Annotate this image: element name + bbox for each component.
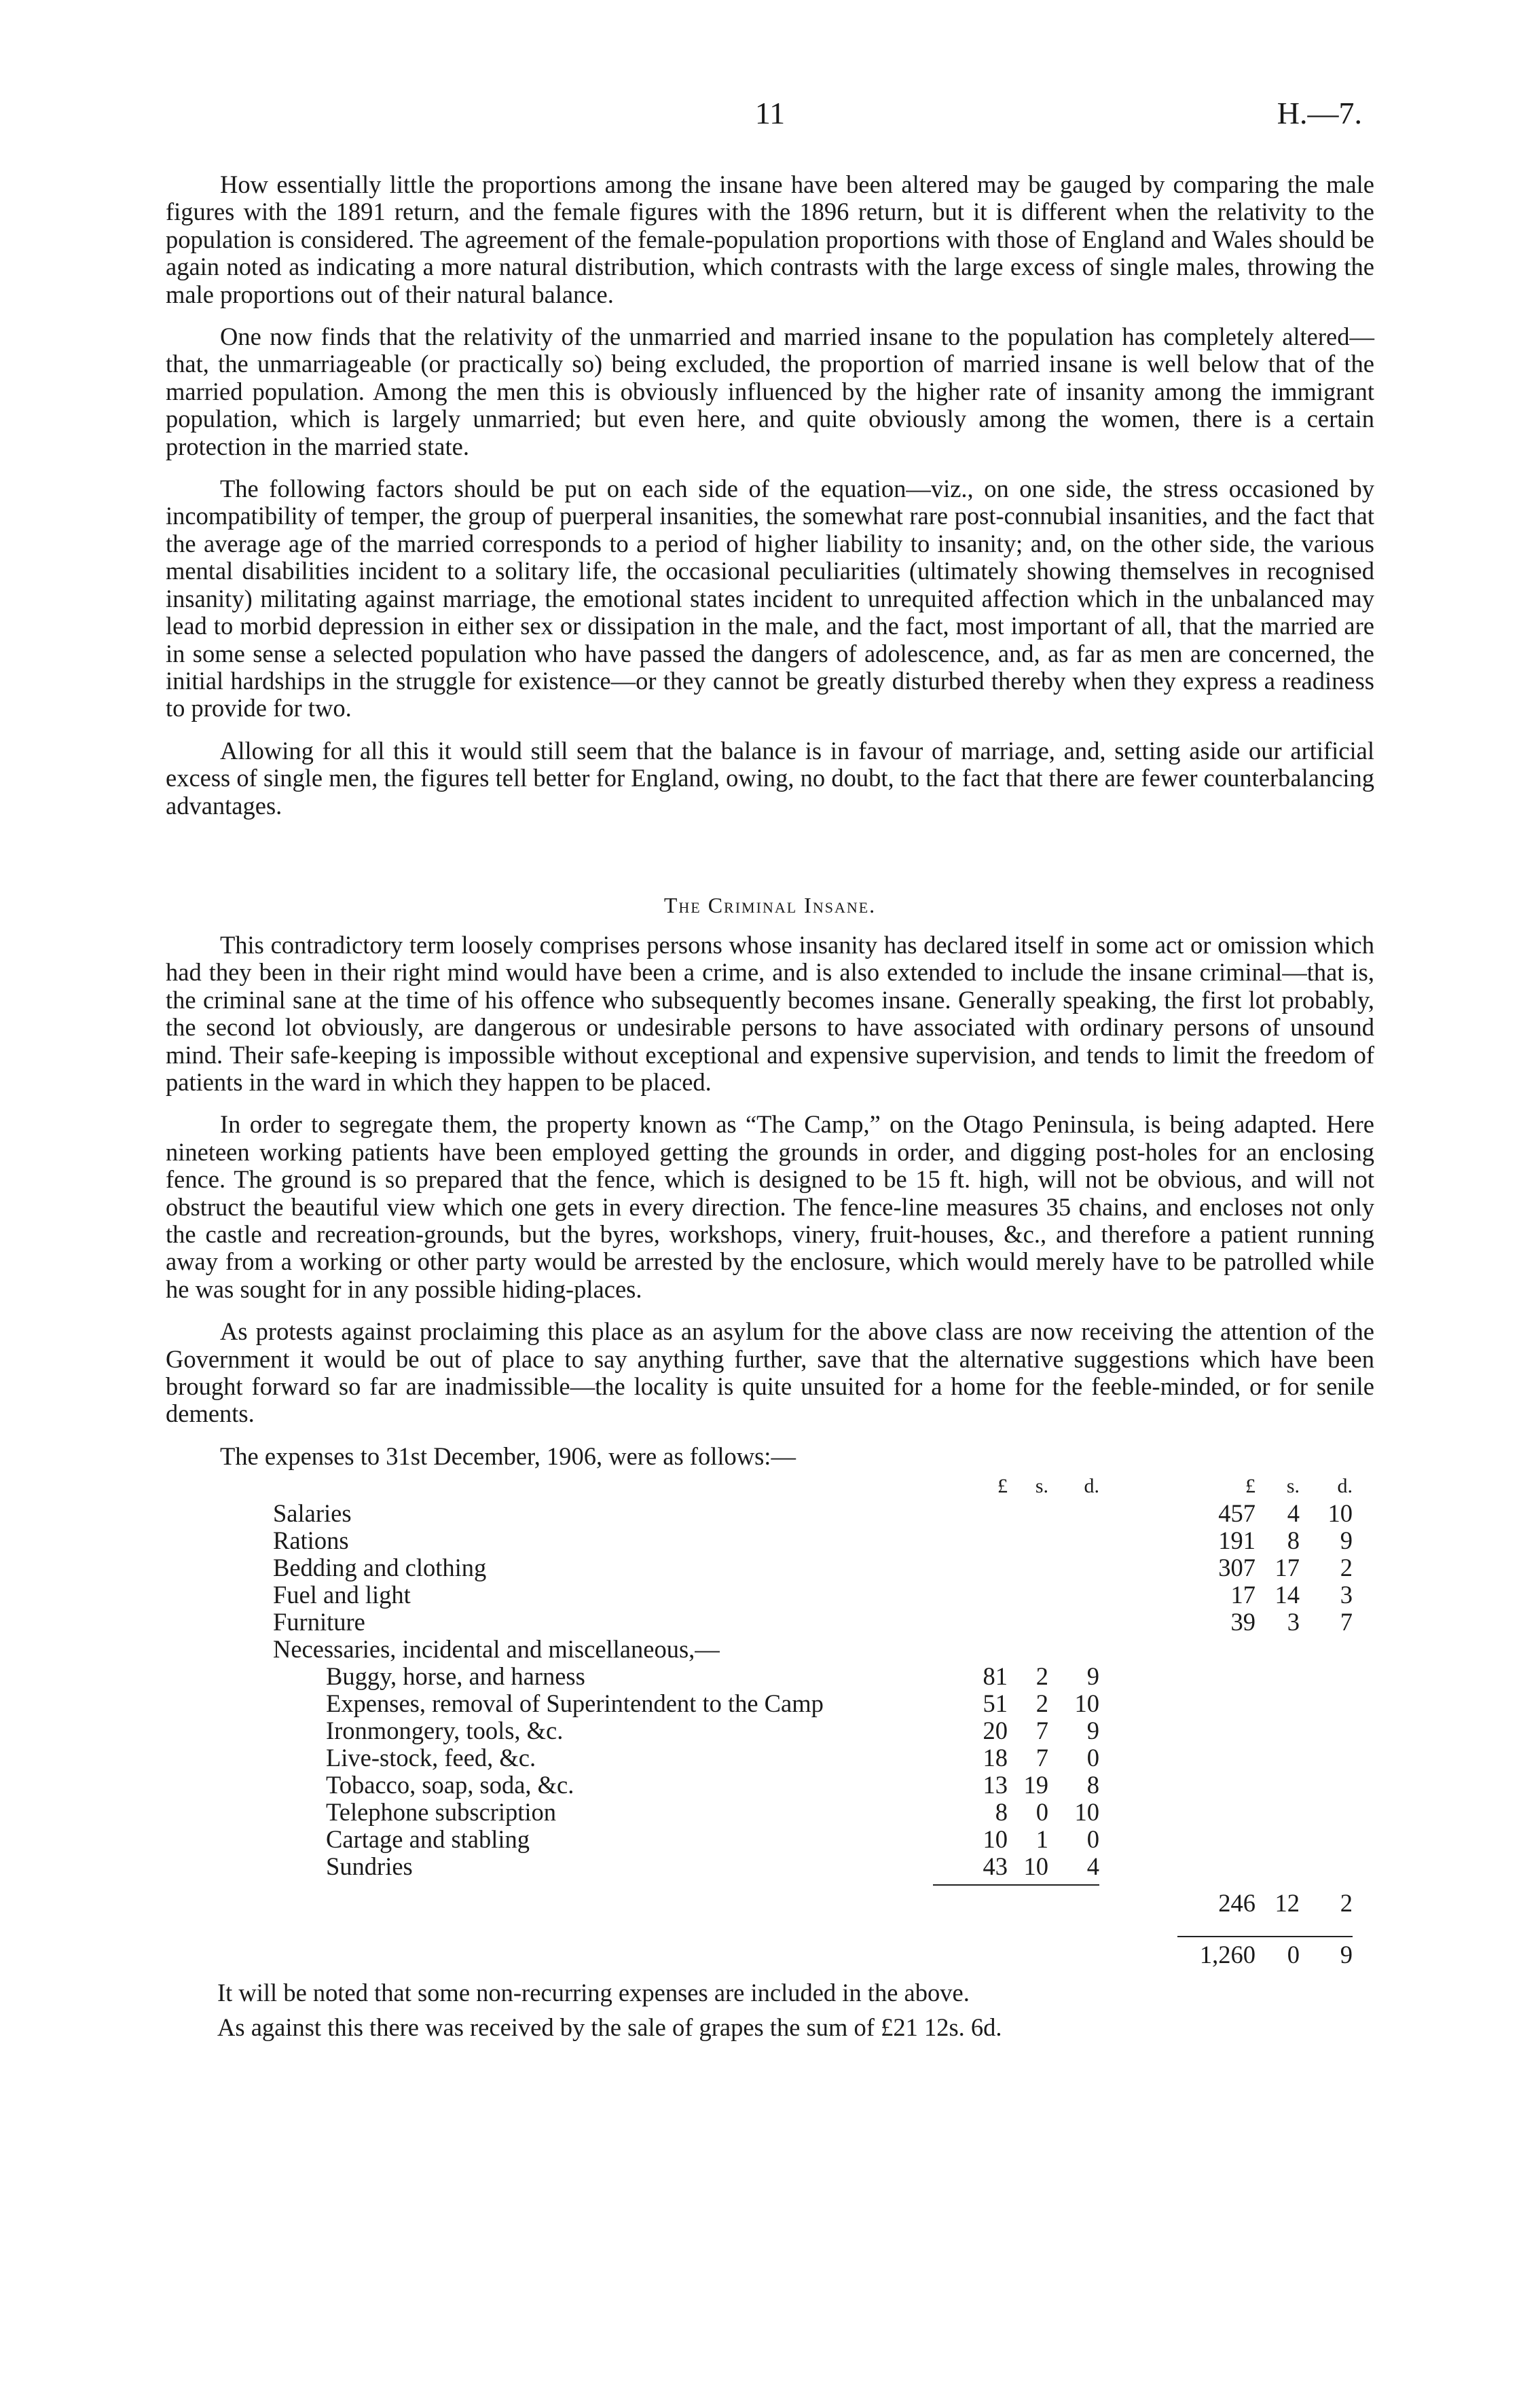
col-header-pence: d. — [1084, 1475, 1099, 1498]
sub-item-pence: 0 — [1086, 1825, 1099, 1854]
closing-note: As against this there was received by the sale of grapes the sum of £21 12s. 6d. — [217, 2013, 1002, 2041]
paragraph: This contradictory term loosely comprises persons whose insanity has declared itself in some act or omission which had they been in their right mind would have been a crime, and is also extended to include the insane criminal—that is, the criminal sane at the time of his offence who subsequently becomes insane. Generally speaking, the first lot probably, the second lot obviously, are dangerous or undesirable persons to have associated with ordinary persons of unsound mind. Their safe-keeping is impossible without exceptional and expensive supervision, and tends to limit the freedom of patients in the ward in which they happen to be placed. — [166, 930, 1374, 1096]
col-header-shillings: s. — [1035, 1475, 1048, 1498]
paragraph: Allowing for all this it would still seem that the balance is in favour of marriage, and, setting aside our artificial excess of single men, the figures tell better for England, owing, no doubt, to the fact that there are fewer counterbalancing advantages. — [166, 736, 1374, 820]
sub-item-pounds: 10 — [983, 1825, 1008, 1854]
subtotal-rule — [933, 1884, 1099, 1886]
item-label: Salaries — [273, 1499, 352, 1528]
item-shillings: 4 — [1287, 1499, 1300, 1528]
grand-total-pounds: 1,260 — [1199, 1941, 1255, 1969]
expenses-intro: The expenses to 31st December, 1906, were as follows:— — [220, 1442, 796, 1470]
sub-item-shillings: 0 — [1035, 1798, 1048, 1827]
sub-item-shillings: 7 — [1035, 1744, 1048, 1772]
sub-item-pounds: 18 — [983, 1744, 1008, 1772]
item-shillings: 8 — [1287, 1526, 1300, 1555]
paragraph: The following factors should be put on each side of the equation—viz., on one side, the stress occasioned by incompatibility of temper, the group of puerperal insanities, the somewhat rare post-connubial insanities, and the fact that the average age of the married corresponds to a period of higher liability to insanity; and, on the other side, the various mental disabilities incident to a solitary life, the occasional peculiarities (ultimately showing themselves in recognised insanity) militating against marriage, the emotional states incident to unrequited affection which in the unbalanced may lead to morbid depression in either sex or dissipation in the male, and the fact, most important of all, that the married are in some sense a selected population who have passed the dangers of adolescence, and, as far as men are concerned, the initial hardships in the struggle for existence—or they cannot be greatly disturbed thereby when they express a readiness to provide for two. — [166, 475, 1374, 722]
misc-total-pounds: 246 — [1218, 1889, 1255, 1918]
table-row — [166, 1554, 1374, 1581]
grand-total-shillings: 0 — [1287, 1941, 1300, 1969]
col-header-pounds: £ — [1245, 1475, 1255, 1498]
subtotal-row — [166, 1890, 1374, 1917]
sub-item-label: Buggy, horse, and harness — [326, 1662, 585, 1691]
item-pence: 10 — [1327, 1499, 1353, 1528]
sub-item-pounds: 13 — [983, 1771, 1008, 1799]
misc-total-shillings: 12 — [1275, 1889, 1300, 1918]
sub-item-pounds: 20 — [983, 1717, 1008, 1745]
sub-item-pence: 9 — [1086, 1662, 1099, 1691]
table-row — [166, 1527, 1374, 1554]
sub-item-pence: 4 — [1086, 1852, 1099, 1881]
table-row — [166, 1663, 1374, 1690]
grand-total-row — [166, 1941, 1374, 1968]
item-label: Bedding and clothing — [273, 1554, 487, 1582]
expenses-table — [166, 1473, 1374, 1973]
sub-item-pence: 10 — [1074, 1798, 1099, 1827]
document-body — [166, 171, 1374, 2047]
sub-item-pence: 9 — [1086, 1717, 1099, 1745]
sub-item-pounds: 8 — [995, 1798, 1008, 1827]
col-header-shillings: s. — [1286, 1475, 1300, 1498]
item-pounds: 457 — [1218, 1499, 1255, 1528]
item-pence: 2 — [1340, 1554, 1353, 1582]
misc-total-pence: 2 — [1340, 1889, 1353, 1918]
paragraph: In order to segregate them, the property known as “The Camp,” on the Otago Peninsula, is being adapted. Here nineteen working patients have been employed getting the grounds in order, and digging post-holes for an enclosing fence. The ground is so prepared that the fence, which is designed to be 15 ft. high, will not be obvious, and will not obstruct the beautiful view which one gets in every direction. The fence-line measures 35 chains, and encloses not only the castle and recreation-grounds, but the byres, workshops, vinery, fruit-houses, &c., and therefore a patient running away from a working or other party would be arrested by the enclosure, which would merely have to be patrolled while he was sought for in any possible hiding-places. — [166, 1110, 1374, 1303]
sub-item-pounds: 43 — [983, 1852, 1008, 1881]
item-pounds: 39 — [1230, 1608, 1255, 1636]
sub-item-shillings: 2 — [1035, 1662, 1048, 1691]
item-pence: 3 — [1340, 1581, 1353, 1609]
table-row — [166, 1581, 1374, 1609]
item-pence: 9 — [1340, 1526, 1353, 1555]
paragraph: One now finds that the relativity of the unmarried and married insane to the population has completely altered—that, the unmarriageable (or practically so) being excluded, the proportion of married insane is well below that of the married population. Among the men this is obviously influenced by the higher rate of insanity among the immigrant population, which is largely unmarried; but even here, and quite obviously among the women, there is a certain protection in the married state. — [166, 323, 1374, 460]
table-row — [166, 1853, 1374, 1880]
sub-item-label: Ironmongery, tools, &c. — [326, 1717, 564, 1745]
sub-item-pounds: 51 — [983, 1689, 1008, 1718]
item-label: Fuel and light — [273, 1581, 411, 1609]
item-pounds: 17 — [1230, 1581, 1255, 1609]
table-header-row — [166, 1473, 1374, 1500]
sub-item-label: Expenses, removal of Superintendent to the Camp — [326, 1689, 824, 1718]
sub-item-shillings: 19 — [1023, 1771, 1048, 1799]
page-number: 11 — [754, 96, 786, 130]
document-reference: H.—7. — [1277, 96, 1362, 130]
grand-total-pence: 9 — [1340, 1941, 1353, 1969]
sub-item-shillings: 10 — [1023, 1852, 1048, 1881]
misc-heading: Necessaries, incidental and miscellaneous,— — [273, 1635, 720, 1664]
sub-item-label: Telephone subscription — [326, 1798, 557, 1827]
table-row — [166, 1826, 1374, 1853]
item-shillings: 3 — [1287, 1608, 1300, 1636]
table-row — [166, 1609, 1374, 1636]
sub-item-label: Live-stock, feed, &c. — [326, 1744, 536, 1772]
sub-item-label: Cartage and stabling — [326, 1825, 530, 1854]
item-pounds: 191 — [1218, 1526, 1255, 1555]
table-row — [166, 1500, 1374, 1527]
item-pounds: 307 — [1218, 1554, 1255, 1582]
paragraph: As protests against proclaiming this place as an asylum for the above class are now receiving the attention of the Government it would be out of place to say anything further, save that the alternative suggestions which have been brought forward so far are inadmissible—the locality is quite unsuited for a home for the feeble-minded, or for senile dements. — [166, 1317, 1374, 1428]
section-heading: The Criminal Insane. — [663, 892, 877, 917]
table-row — [166, 1636, 1374, 1663]
item-shillings: 14 — [1275, 1581, 1300, 1609]
table-row — [166, 1717, 1374, 1744]
table-row — [166, 1744, 1374, 1772]
total-rule — [1177, 1936, 1353, 1937]
item-label: Rations — [273, 1526, 349, 1555]
sub-item-pence: 0 — [1086, 1744, 1099, 1772]
sub-item-pence: 8 — [1086, 1771, 1099, 1799]
closing-note: It will be noted that some non-recurring expenses are included in the above. — [217, 1979, 970, 2007]
table-row — [166, 1772, 1374, 1799]
sub-item-pence: 10 — [1074, 1689, 1099, 1718]
sub-item-pounds: 81 — [983, 1662, 1008, 1691]
sub-item-shillings: 7 — [1035, 1717, 1048, 1745]
col-header-pounds: £ — [997, 1475, 1008, 1498]
item-shillings: 17 — [1275, 1554, 1300, 1582]
item-pence: 7 — [1340, 1608, 1353, 1636]
table-row — [166, 1799, 1374, 1826]
sub-item-shillings: 2 — [1035, 1689, 1048, 1718]
table-row — [166, 1690, 1374, 1717]
paragraph: How essentially little the proportions among the insane have been altered may be gauged by comparing the male figures with the 1891 return, and the female figures with the 1896 return, but it is different when the relativity to the population is considered. The agreement of the female-population proportions with those of England and Wales should be again noted as indicating a more natural distribution, which contrasts with the large excess of single males, throwing the male proportions out of their natural balance. — [166, 170, 1374, 308]
col-header-pence: d. — [1337, 1475, 1353, 1498]
sub-item-label: Sundries — [326, 1852, 413, 1881]
sub-item-shillings: 1 — [1035, 1825, 1048, 1854]
sub-item-label: Tobacco, soap, soda, &c. — [326, 1771, 574, 1799]
item-label: Furniture — [273, 1608, 365, 1636]
